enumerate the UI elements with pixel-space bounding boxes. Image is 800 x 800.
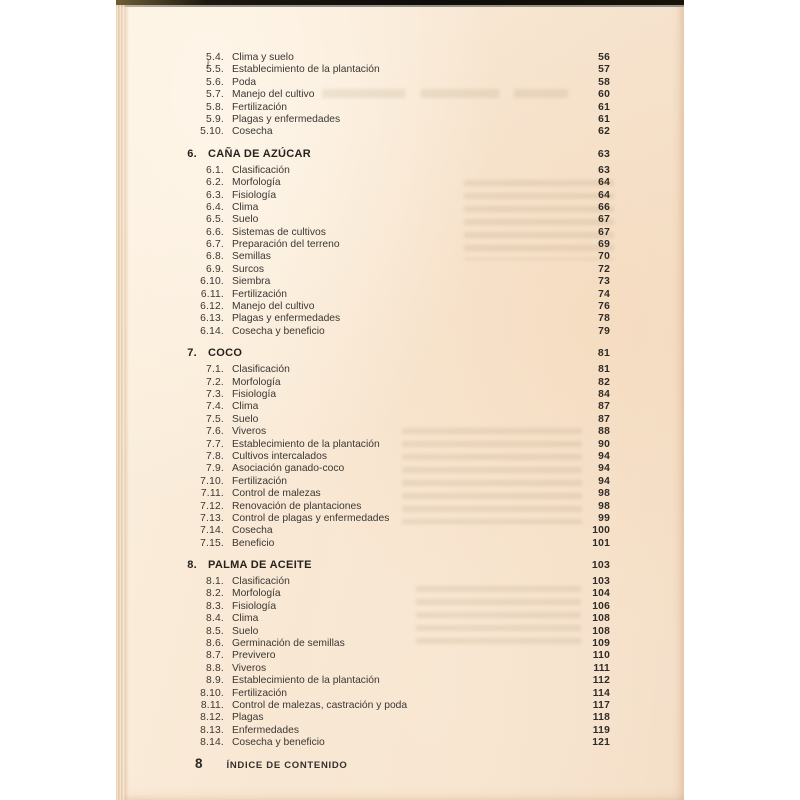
toc-item: [116, 488, 610, 500]
toc-item-number: 8.10.: [200, 687, 224, 699]
toc-item-label: Enfermedades: [232, 724, 299, 736]
toc-item-label: Clima: [232, 401, 259, 413]
toc-item-page: 76: [598, 301, 610, 313]
toc-item-label: Fertilización: [232, 687, 287, 699]
toc-item-label: Establecimiento de la plantación: [232, 438, 380, 450]
toc-item-label: Establecimiento de la plantación: [232, 64, 380, 76]
toc-item: [116, 227, 610, 239]
toc-item-page: 61: [598, 101, 610, 113]
toc-item-page: 60: [598, 89, 610, 101]
toc-item-page: 84: [598, 388, 610, 400]
toc-item-page: 62: [598, 126, 610, 138]
toc-item-label: Asociación ganado-coco: [232, 463, 345, 475]
toc-item: [116, 439, 610, 451]
toc-item-number: 7.14.: [200, 525, 224, 537]
scanned-book-page: [116, 0, 684, 800]
toc-item-label: Siembra: [232, 276, 271, 288]
toc-item-label: Clima: [232, 201, 259, 213]
toc-item-page: 121: [592, 737, 610, 749]
toc-item-label: Morfología: [232, 376, 281, 388]
toc-item-label: Suelo: [232, 214, 259, 226]
toc-item-page: 64: [598, 177, 610, 189]
toc-item-page: 81: [598, 364, 610, 376]
toc-item-label: Cosecha: [232, 525, 273, 537]
toc-item: [116, 700, 610, 712]
toc-item-label: Poda: [232, 76, 257, 88]
toc-item-page: 67: [598, 214, 610, 226]
toc-item: [116, 675, 610, 687]
toc-item-page: 110: [592, 650, 610, 662]
toc-section-page: 63: [597, 147, 610, 160]
toc-item-page: 94: [598, 450, 610, 462]
toc-section-title: CAÑA DE AZÚCAR: [208, 147, 311, 160]
toc-item-page: 67: [598, 226, 610, 238]
toc-item-label: Preparación del terreno: [232, 239, 340, 251]
toc-item-label: Plagas y enfermedades: [232, 113, 341, 125]
toc-item-number: 7.2.: [206, 376, 224, 388]
toc-section-title: COCO: [208, 347, 243, 360]
toc-item: [116, 538, 610, 550]
toc-item-page: 87: [598, 401, 610, 413]
toc-item-label: Establecimiento de la plantación: [232, 675, 380, 687]
toc-item: [116, 89, 610, 101]
toc-item-page: 78: [598, 313, 610, 325]
toc-item-number: 7.10.: [200, 475, 224, 487]
toc-item-label: Fisiología: [232, 388, 277, 400]
toc-item-page: 66: [598, 201, 610, 213]
toc-item-number: 6.10.: [200, 276, 224, 288]
toc-item-page: 112: [592, 675, 610, 687]
toc-item: [116, 663, 610, 675]
toc-item-number: 7.12.: [200, 500, 224, 512]
toc-sections: [116, 52, 610, 750]
toc-item-label: Control de malezas: [232, 488, 321, 500]
toc-item-label: Previvero: [232, 650, 276, 662]
toc-item-label: Clasificación: [232, 576, 290, 588]
toc-item-page: 94: [598, 475, 610, 487]
toc-item: [116, 313, 610, 325]
toc-item-page: 101: [592, 537, 610, 549]
toc-item: [116, 576, 610, 588]
toc-item-page: 111: [593, 662, 610, 674]
toc-item-number: 7.4.: [206, 401, 224, 413]
toc-section-header: [116, 147, 610, 161]
toc-item-page: 63: [598, 164, 610, 176]
toc-item: [116, 389, 610, 401]
toc-item-number: 6.6.: [206, 226, 224, 238]
toc-item-number: 5.6.: [206, 76, 224, 88]
toc-item-label: Fertilización: [232, 288, 287, 300]
toc-item-label: Fisiología: [232, 189, 277, 201]
toc-item-label: Cultivos intercalados: [232, 450, 328, 462]
toc-item-number: 8.14.: [200, 737, 224, 749]
page-footer: [195, 756, 348, 771]
toc-item-number: 7.11.: [200, 488, 224, 500]
toc-item: [116, 64, 610, 76]
toc-item: [116, 301, 610, 313]
toc-item-page: 98: [598, 500, 610, 512]
toc-item: [116, 364, 610, 376]
toc-item-label: Viveros: [232, 662, 267, 674]
toc-section-number: 6.: [187, 147, 197, 160]
toc-item-label: Cosecha y beneficio: [232, 737, 325, 749]
toc-item: [116, 190, 610, 202]
toc-item-label: Clasificación: [232, 164, 290, 176]
toc-item-number: 6.3.: [206, 189, 224, 201]
toc-item-page: 72: [598, 263, 610, 275]
toc-item-page: 94: [598, 463, 610, 475]
toc-item-number: 8.8.: [206, 662, 224, 674]
toc-item-number: 7.8.: [206, 450, 224, 462]
toc-item-page: 88: [598, 426, 610, 438]
toc-section-header: [116, 558, 610, 572]
toc-item: [116, 476, 610, 488]
toc-item-number: 8.3.: [206, 600, 224, 612]
toc-item-number: 7.9.: [206, 463, 224, 475]
toc-item-label: Clasificación: [232, 364, 290, 376]
toc-item: [116, 426, 610, 438]
toc-item-number: 6.4.: [206, 201, 224, 213]
toc-item: [116, 276, 610, 288]
toc-item-page: 114: [592, 687, 610, 699]
toc-item-label: Control de plagas y enfermedades: [232, 512, 390, 524]
toc-item-page: 108: [592, 625, 610, 637]
toc-item: [116, 650, 610, 662]
toc-item-label: Plagas: [232, 712, 264, 724]
running-title: ÍNDICE DE CONTENIDO: [226, 760, 348, 771]
toc-item-number: 7.7.: [206, 438, 224, 450]
toc-item-page: 87: [598, 413, 610, 425]
toc-item: [116, 165, 610, 177]
toc-item: [116, 626, 610, 638]
toc-item-number: 8.12.: [200, 712, 224, 724]
toc-item-number: 5.10.: [200, 126, 224, 138]
toc-item: [116, 601, 610, 613]
toc-item-label: Fertilización: [232, 101, 287, 113]
toc-item: [116, 463, 610, 475]
toc-item-number: 6.11.: [200, 288, 224, 300]
toc-item: [116, 251, 610, 263]
toc-item-label: Germinación de semillas: [232, 638, 345, 650]
toc-item-number: 5.7.: [206, 89, 224, 101]
toc-item-page: 69: [598, 239, 610, 251]
toc-item: [116, 202, 610, 214]
toc-item-page: 56: [598, 52, 610, 63]
toc-item: [116, 264, 610, 276]
toc-item-number: 7.3.: [206, 388, 224, 400]
toc-item-number: 5.4.: [206, 52, 224, 63]
toc-item-number: 8.7.: [206, 650, 224, 662]
toc-item: [116, 77, 610, 89]
toc-item-number: 7.5.: [206, 413, 224, 425]
toc-item-label: Viveros: [232, 426, 267, 438]
toc-item-page: 74: [598, 288, 610, 300]
toc-item: [116, 525, 610, 537]
toc-section-page: 81: [597, 347, 610, 360]
toc-item-label: Cosecha y beneficio: [232, 325, 325, 337]
folio-page-number: 8: [195, 756, 203, 771]
toc-item-number: 8.2.: [206, 588, 224, 600]
toc-item-label: Fisiología: [232, 600, 277, 612]
toc-item-number: 6.2.: [206, 177, 224, 189]
toc-item: [116, 513, 610, 525]
toc-item: [116, 588, 610, 600]
toc-item-number: 7.1.: [206, 364, 224, 376]
toc-item: [116, 102, 610, 114]
toc-item-page: 57: [598, 64, 610, 76]
toc-item-number: 5.8.: [206, 101, 224, 113]
toc-item-number: 5.5.: [206, 64, 224, 76]
toc-item-page: 108: [592, 613, 610, 625]
toc-item-page: 61: [598, 113, 610, 125]
toc-item: [116, 737, 610, 749]
toc-item-label: Surcos: [232, 263, 265, 275]
toc-item-label: Manejo del cultivo: [232, 301, 315, 313]
toc-item-page: 90: [598, 438, 610, 450]
toc-item: [116, 126, 610, 138]
toc: [116, 0, 610, 750]
toc-section-page: 103: [591, 559, 610, 572]
toc-item-label: Suelo: [232, 625, 259, 637]
toc-item-page: 104: [592, 588, 610, 600]
toc-section-number: 7.: [187, 347, 197, 360]
toc-item-label: Morfología: [232, 588, 281, 600]
toc-item-number: 7.13.: [200, 512, 224, 524]
toc-item-label: Plagas y enfermedades: [232, 313, 341, 325]
toc-item-label: Control de malezas, castración y poda: [232, 699, 408, 711]
toc-section-header: [116, 346, 610, 360]
toc-item: [116, 638, 610, 650]
toc-item-page: 73: [598, 276, 610, 288]
toc-item-label: Suelo: [232, 413, 259, 425]
toc-item: [116, 725, 610, 737]
toc-item-number: 6.12.: [200, 301, 224, 313]
toc-item-page: 98: [598, 488, 610, 500]
toc-item: [116, 712, 610, 724]
toc-item-page: 100: [592, 525, 610, 537]
toc-item: [116, 214, 610, 226]
toc-item-label: Clima y suelo: [232, 52, 294, 63]
toc-item-page: 70: [598, 251, 610, 263]
toc-item-number: 8.4.: [206, 613, 224, 625]
toc-item-page: 103: [592, 576, 610, 588]
toc-item: [116, 451, 610, 463]
toc-item: [116, 414, 610, 426]
toc-item: [116, 377, 610, 389]
toc-item-number: 8.11.: [200, 699, 224, 711]
toc-item-number: 6.13.: [200, 313, 224, 325]
toc-section-title: PALMA DE ACEITE: [208, 559, 312, 572]
toc-item-number: 8.13.: [200, 724, 224, 736]
toc-section-number: 8.: [187, 559, 197, 572]
toc-item-number: 6.8.: [206, 251, 224, 263]
toc-item-number: 8.6.: [206, 638, 224, 650]
toc-item-number: 6.7.: [206, 239, 224, 251]
toc-item-page: 117: [592, 699, 610, 711]
toc-item: [116, 688, 610, 700]
toc-item-page: 106: [592, 600, 610, 612]
toc-item-label: Clima: [232, 613, 259, 625]
toc-item-page: 119: [592, 724, 610, 736]
toc-item-page: 99: [598, 512, 610, 524]
toc-item-page: 109: [592, 638, 610, 650]
toc-item-page: 79: [598, 325, 610, 337]
toc-item-page: 82: [598, 376, 610, 388]
toc-item-label: Renovación de plantaciones: [232, 500, 362, 512]
toc-item: [116, 613, 610, 625]
toc-item: [116, 501, 610, 513]
toc-item: [116, 52, 610, 64]
toc-item-number: 5.9.: [206, 113, 224, 125]
toc-item-label: Semillas: [232, 251, 271, 263]
toc-item-number: 8.1.: [206, 576, 224, 588]
toc-item-label: Sistemas de cultivos: [232, 226, 326, 238]
toc-item: [116, 239, 610, 251]
toc-item: [116, 401, 610, 413]
toc-item-number: 6.1.: [206, 164, 224, 176]
toc-item-number: 8.5.: [206, 625, 224, 637]
toc-item-number: 6.9.: [206, 263, 224, 275]
toc-item-number: 6.5.: [206, 214, 224, 226]
toc-item-label: Fertilización: [232, 475, 287, 487]
toc-item-label: Beneficio: [232, 537, 275, 549]
toc-item-number: 6.14.: [200, 325, 224, 337]
toc-item: [116, 289, 610, 301]
toc-item-page: 118: [592, 712, 610, 724]
toc-item: [116, 326, 610, 338]
toc-item-label: Morfología: [232, 177, 281, 189]
toc-item-number: 8.9.: [206, 675, 224, 687]
toc-item-page: 58: [598, 76, 610, 88]
toc-item-page: 64: [598, 189, 610, 201]
toc-item: [116, 114, 610, 126]
toc-item-label: Cosecha: [232, 126, 273, 138]
toc-item-number: 7.15.: [200, 537, 224, 549]
toc-item-number: 7.6.: [206, 426, 224, 438]
toc-item-label: Manejo del cultivo: [232, 89, 315, 101]
toc-item: [116, 177, 610, 189]
